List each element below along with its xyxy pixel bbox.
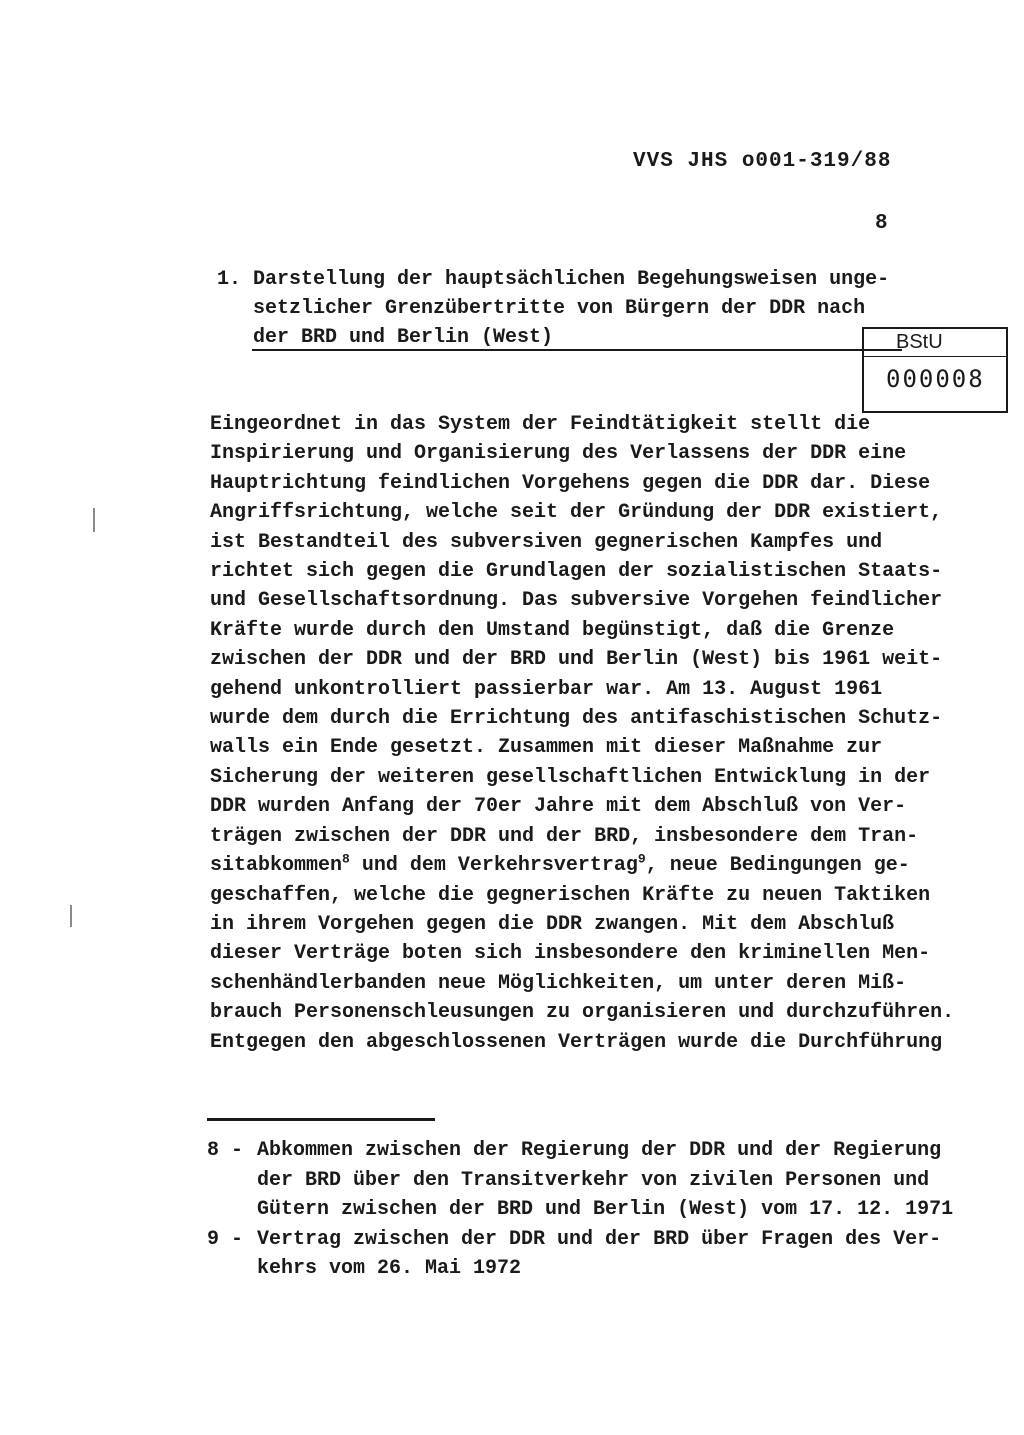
- body-line: Angriffsrichtung, welche seit der Gründung der DDR existiert,: [210, 501, 943, 525]
- footnote-8: [207, 1136, 987, 1166]
- footnote-line: Gütern zwischen der BRD und Berlin (West) vom 17. 12. 1971: [257, 1198, 954, 1221]
- body-line: dieser Verträge boten sich insbesondere den kriminellen Men-: [210, 942, 931, 966]
- stamp-number: 000008: [886, 365, 985, 393]
- heading-line: Darstellung der hauptsächlichen Begehungsweisen unge-: [253, 268, 890, 291]
- body-line: ist Bestandteil des subversiven gegnerischen Kampfes und: [210, 530, 883, 554]
- body-line: Eingeordnet in das System der Feindtätigkeit stellt die: [210, 413, 871, 436]
- stamp-header: [864, 329, 1006, 357]
- footnote-ref-8: 8: [342, 851, 350, 867]
- document-reference: VVS JHS o001-319/88: [633, 150, 892, 173]
- heading-underline: [252, 349, 902, 351]
- page-number: 8: [875, 212, 888, 235]
- footnote-line: Abkommen zwischen der Regierung der DDR und der Regierung: [257, 1139, 942, 1162]
- body-line: Sicherung der weiteren gesellschaftlichen Entwicklung in der: [210, 765, 931, 789]
- margin-mark: [93, 508, 95, 532]
- footnote-ref-9: 9: [637, 851, 646, 867]
- section-number: 1.: [217, 268, 242, 291]
- body-line: wurde dem durch die Errichtung des antifaschistischen Schutz-: [210, 707, 943, 731]
- footnote-line: kehrs vom 26. Mai 1972: [257, 1257, 522, 1280]
- body-line: richtet sich gegen die Grundlagen der sozialistischen Staats-: [210, 560, 943, 584]
- body-line: in ihrem Vorgehen gegen die DDR zwangen. Mit dem Abschluß: [210, 912, 895, 936]
- body-paragraph: [210, 410, 970, 1057]
- body-line: trägen zwischen der DDR und der BRD, insbesondere dem Tran-: [210, 824, 919, 848]
- body-line: schenhändlerbanden neue Möglichkeiten, um unter deren Miß-: [210, 971, 907, 995]
- archive-stamp: [862, 327, 1008, 413]
- footnote-line: Vertrag zwischen der DDR und der BRD über Fragen des Ver-: [257, 1227, 942, 1251]
- footnote-number: 9 -: [207, 1227, 244, 1251]
- body-line: Kräfte wurde durch den Umstand begünstigt, daß die Grenze: [210, 618, 895, 642]
- body-line: Hauptrichtung feindlichen Vorgehens gegen die DDR dar. Diese: [210, 471, 931, 495]
- body-line: gehend unkontrolliert passierbar war. Am 13. August 1961: [210, 677, 883, 701]
- body-line: walls ein Ende gesetzt. Zusammen mit dieser Maßnahme zur: [210, 736, 883, 760]
- body-line: Entgegen den abgeschlossenen Verträgen wurde die Durchführung: [210, 1030, 943, 1054]
- body-line-footnote-refs: [210, 851, 970, 880]
- body-line: und Gesellschaftsordnung. Das subversive Vorgehen feindlicher: [210, 589, 943, 613]
- footnote-number: 8 -: [207, 1139, 244, 1162]
- body-line: zwischen der DDR und der BRD und Berlin (West) bis 1961 weit-: [210, 648, 943, 672]
- heading-line: setzlicher Grenzübertritte von Bürgern der DDR nach: [253, 297, 866, 320]
- body-text-fragment: und dem Verkehrsvertrag: [349, 854, 638, 878]
- heading-line: der BRD und Berlin (West): [253, 326, 554, 349]
- body-line: DDR wurden Anfang der 70er Jahre mit dem Abschluß von Ver-: [210, 795, 907, 819]
- stamp-label: BStU: [896, 331, 943, 353]
- body-text-fragment: , neue Bedingungen ge-: [645, 854, 910, 878]
- margin-mark: [70, 905, 72, 927]
- footnote-separator: [207, 1118, 435, 1121]
- body-text-fragment: sitabkommen: [210, 854, 343, 878]
- footnotes: [207, 1136, 987, 1284]
- footnote-line: der BRD über den Transitverkehr von zivilen Personen und: [257, 1168, 930, 1192]
- section-heading: [217, 265, 917, 352]
- body-line: geschaffen, welche die gegnerischen Kräfte zu neuen Taktiken: [210, 883, 931, 907]
- body-line: brauch Personenschleusungen zu organisieren und durchzuführen.: [210, 1001, 955, 1025]
- body-line: Inspirierung und Organisierung des Verlassens der DDR eine: [210, 442, 907, 466]
- footnote-9: [207, 1225, 987, 1255]
